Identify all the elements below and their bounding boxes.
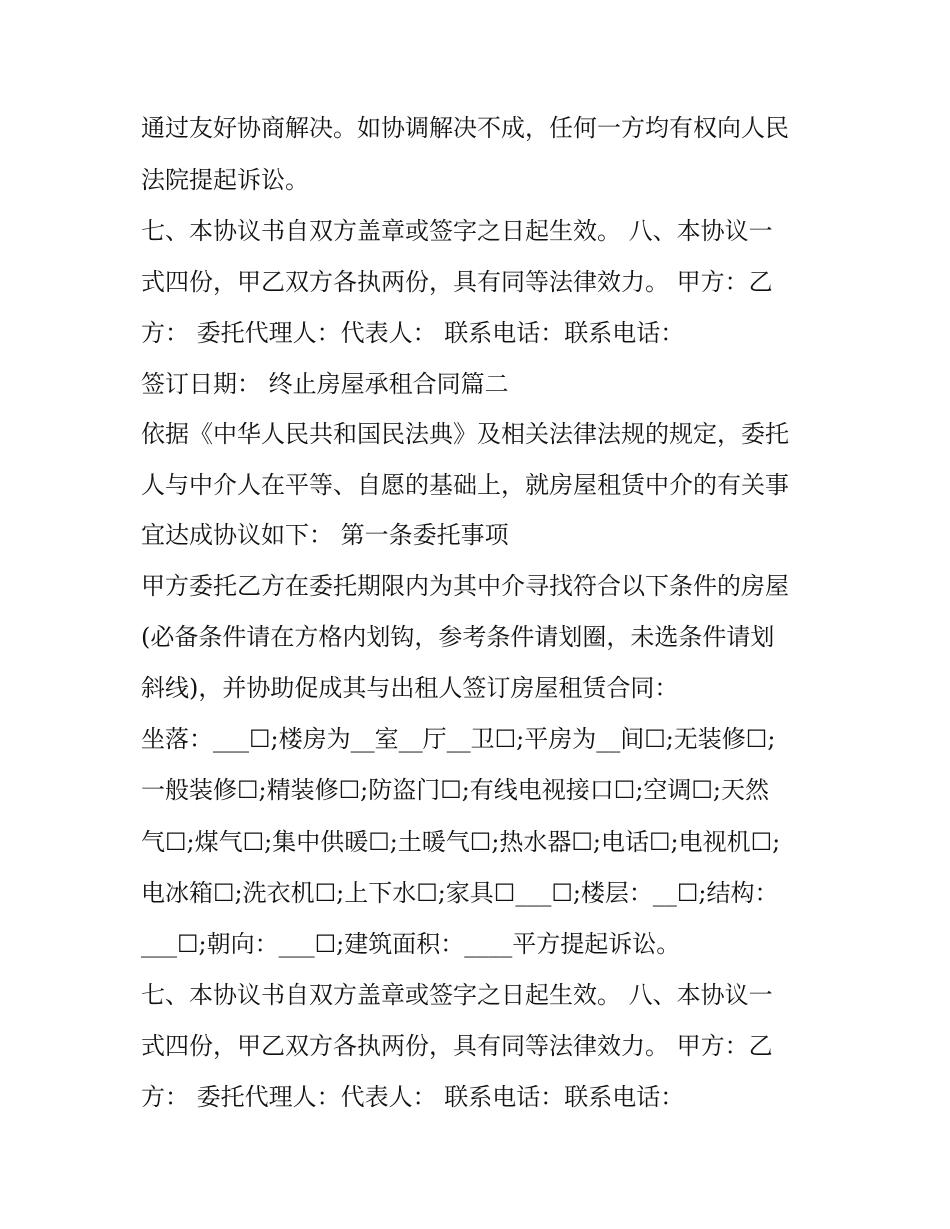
- text-line: 气☐;煤气☐;集中供暖☐;土暖气☐;热水器☐;电话☐;电视机☐;: [141, 828, 781, 856]
- text-line: 七、本协议书自双方盖章或签字之日起生效。 八、本协议一: [141, 981, 773, 1009]
- text-line: (必备条件请在方格内划钩，参考条件请划圈，未选条件请划: [141, 623, 775, 651]
- text-line: 电冰箱☐;洗衣机☐;上下水☐;家具☐___☐;楼层：__☐;结构：: [141, 879, 779, 907]
- text-line: 式四份，甲乙双方各执两份，具有同等法律效力。 甲方：乙: [141, 1032, 773, 1060]
- text-line: 签订日期： 终止房屋承租合同篇二: [141, 370, 509, 398]
- text-line: 依据《中华人民共和国民法典》及相关法律法规的规定，委托: [141, 420, 789, 448]
- text-line: 七、本协议书自双方盖章或签字之日起生效。 八、本协议一: [141, 217, 773, 245]
- text-line: 斜线)，并协助促成其与出租人签订房屋租赁合同：: [141, 674, 679, 702]
- text-line: ___☐;朝向：___☐;建筑面积：____平方提起诉讼。: [141, 930, 681, 958]
- text-line: 宜达成协议如下： 第一条委托事项: [141, 521, 509, 549]
- text-line: 一般装修☐;精装修☐;防盗门☐;有线电视接口☐;空调☐;天然: [141, 776, 770, 804]
- text-line: 方： 委托代理人：代表人： 联系电话：联系电话：: [141, 319, 685, 347]
- text-line: 方： 委托代理人：代表人： 联系电话：联系电话：: [141, 1083, 685, 1111]
- text-line: 坐落：___☐;楼房为__室__厅__卫☐;平房为__间☐;无装修☐;: [141, 725, 776, 753]
- text-line: 法院提起诉讼。: [141, 166, 309, 194]
- text-line: 式四份，甲乙双方各执两份，具有同等法律效力。 甲方：乙: [141, 268, 773, 296]
- text-line: 甲方委托乙方在委托期限内为其中介寻找符合以下条件的房屋: [141, 572, 789, 600]
- text-line: 通过友好协商解决。如协调解决不成，任何一方均有权向人民: [141, 114, 789, 142]
- text-line: 人与中介人在平等、自愿的基础上，就房屋租赁中介的有关事: [141, 471, 789, 499]
